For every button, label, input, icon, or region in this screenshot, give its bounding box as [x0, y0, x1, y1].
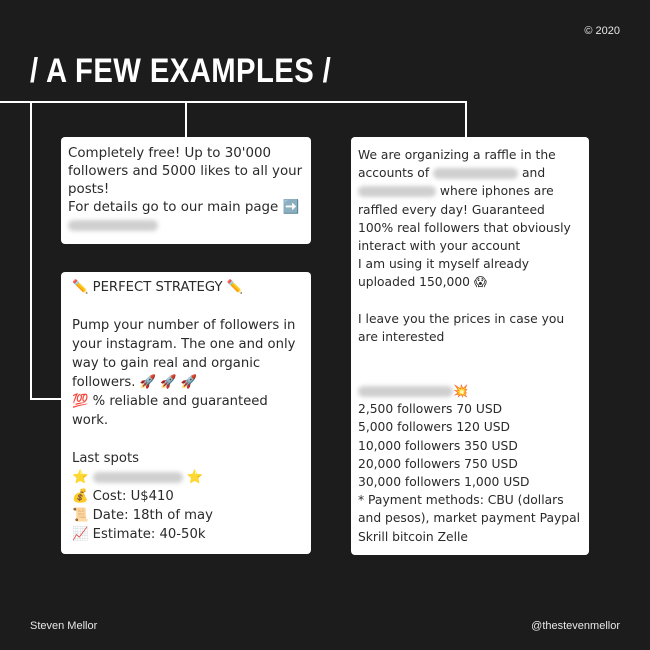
card-text-span: and [522, 166, 546, 181]
price-item: 10,000 followers 350 USD [358, 438, 518, 453]
card-text [72, 392, 302, 430]
hundred-icon: 💯 [72, 394, 89, 409]
redacted-text [358, 186, 436, 197]
blurred-heading [358, 382, 582, 400]
author-handle: @thestevenmellor [531, 620, 620, 632]
connector-line [30, 101, 32, 400]
connector-line [0, 101, 467, 103]
card-text-span: where iphones are raffled every day! Guaranteed 100% real followers that obviously interact with your account [358, 184, 571, 254]
scream-icon: 😱 [473, 275, 487, 290]
price-item: 20,000 followers 750 USD [358, 456, 518, 471]
redacted-text [433, 168, 518, 179]
price-item: 30,000 followers 1,000 USD [358, 475, 530, 490]
star-icon: ⭐ [72, 470, 89, 485]
card-text [68, 199, 304, 217]
redacted-text [358, 386, 453, 397]
copyright-text: © 2020 [584, 25, 620, 37]
card-text-span: Pump your number of followers in your instagram. The one and only way to gain real and organic followers. [72, 318, 296, 390]
card-text: I leave you the prices in case you are interested [358, 311, 565, 344]
collision-icon: 💥 [453, 384, 469, 399]
card-text-span: For details go to our main page [68, 200, 279, 215]
star-icon: ⭐ [186, 470, 204, 485]
card-heading [72, 278, 302, 297]
blurred-handle [72, 468, 302, 487]
author-name: Steven Mellor [30, 620, 98, 632]
card-text [72, 316, 302, 392]
example-card-perfect-strategy [61, 272, 311, 554]
price-item: 2,500 followers 70 USD [358, 402, 503, 417]
card-text: Completely free! Up to 30'000 followers and 5000 likes to all your posts! [68, 146, 303, 197]
example-card-raffle [351, 137, 589, 555]
card-text [358, 255, 582, 291]
price-item: 5,000 followers 120 USD [358, 420, 510, 435]
card-text [72, 506, 302, 525]
card-text-span: Date: 18th of may [92, 508, 213, 523]
card-text [358, 146, 582, 255]
card-text [72, 487, 302, 506]
redacted-text [68, 220, 158, 231]
card-text [72, 525, 302, 544]
rocket-icon: 🚀 🚀 🚀 [139, 375, 198, 390]
card-text-span: Cost: U$410 [92, 489, 174, 504]
card-text-span: I am using it myself already uploaded 150,000 [358, 257, 530, 290]
example-card-free-followers [61, 137, 311, 244]
page-title: / A FEW EXAMPLES / [30, 52, 332, 90]
connector-line [30, 398, 61, 400]
pencil-icon: ✏️ [226, 280, 244, 295]
card-text: Last spots [72, 451, 140, 466]
pencil-icon: ✏️ [72, 280, 89, 295]
heading-label: PERFECT STRATEGY [92, 280, 223, 295]
card-text-span: Estimate: 40-50k [92, 527, 206, 542]
payment-methods: * Payment methods: CBU (dollars and pesos), market payment Paypal Skrill bitcoin Zelle [358, 493, 581, 544]
connector-line [465, 101, 467, 137]
scroll-icon: 📜 [72, 508, 89, 523]
money-bag-icon: 💰 [72, 489, 89, 504]
redacted-text [93, 472, 183, 483]
right-arrow-icon: ➡️ [282, 200, 300, 215]
chart-up-icon: 📈 [72, 527, 89, 542]
card-text-span: % reliable and guaranteed work. [72, 394, 268, 428]
blurred-handle [68, 217, 304, 235]
connector-line [185, 101, 187, 137]
card-text-span: We are organizing a raffle in the accounts of [358, 148, 556, 181]
